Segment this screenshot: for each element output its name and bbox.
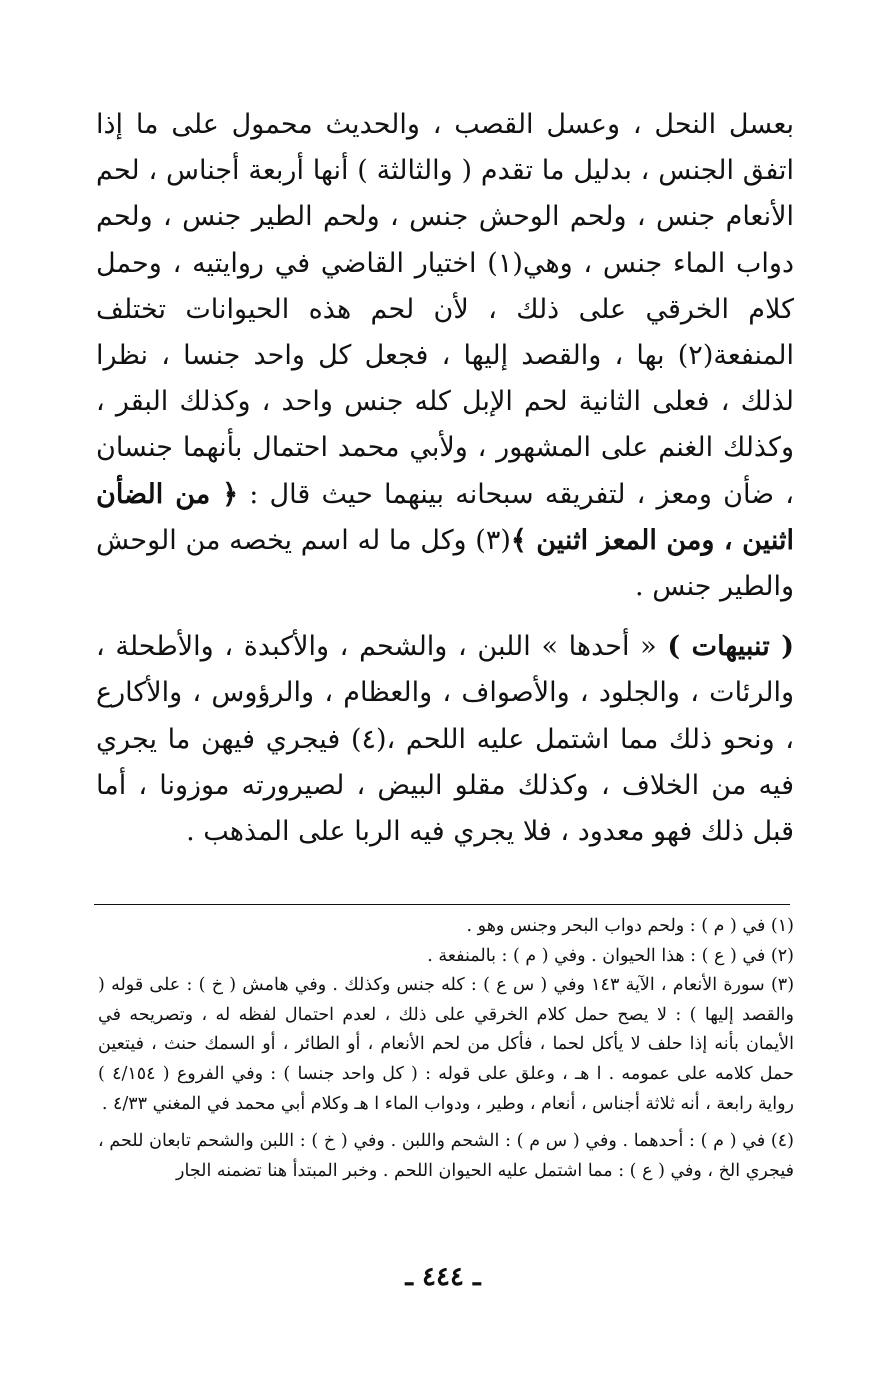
paragraph-1-end: (٣) وكل ما له اسم يخصه من الوحش والطير جنس . <box>96 524 794 603</box>
footnotes <box>98 912 794 1186</box>
notes-heading: ( تنبيهات ) <box>667 631 794 663</box>
footnote-3: (٣) سورة الأنعام ، الآية ١٤٣ وفي ( س ع ) : كله جنس وكذلك . وفي هامش ( خ ) : على قوله ( والقصد إليها ) : لا يصح حمل كلام الخرقي على ذلك ، لعدم احتمال لفظه له ، وتصريحه في الأيمان بأنه إذا حلف لا يأكل لحما ، فأكل من لحم الأنعام ، أو الطائر ، أو السمك حنث ، فيتعين حمل كلامه على عمومه . ا هـ ، وعلق على قوله : ( كل واحد جنسا ) : وفي الفروع ( ٤/١٥٤ ) رواية رابعة ، أنه ثلاثة أجناس ، أنعام ، وطير ، ودواب الماء ا هـ وكلام أبي محمد في المغني ٤/٣٣ . <box>98 975 795 1114</box>
footnote-2: (٢) في ( ع ) : هذا الحيوان . وفي ( م ) : بالمنفعة . <box>427 945 794 966</box>
paragraph-2 <box>96 624 794 855</box>
paragraph-1-text: بعسل النحل ، وعسل القصب ، والحديث محمول على ما إذا اتفق الجنس ، بدليل ما تقدم ( والثالثة ) أنها أربعة أجناس ، لحم الأنعام جنس ، ولحم الوحش جنس ، ولحم الطير جنس ، ولحم دواب الماء جنس ، وهي(١) اختيار القاضي في روايتيه ، وحمل كلام الخرقي على ذلك ، لأن لحم هذه الحيوانات تختلف المنفعة(٢) بها ، والقصد إليها ، فجعل كل واحد جنسا ، نظرا لذلك ، فعلى الثانية لحم الإبل كله جنس واحد ، وكذلك البقر ، وكذلك الغنم على المشهور ، ولأبي محمد احتمال بأنهما جنسان ، ضأن ومعز ، لتفريقه سبحانه بينهما حيث قال : <box>96 109 794 510</box>
footnote-separator <box>94 904 790 905</box>
footnote-1: (١) في ( م ) : ولحم دواب البحر وجنس وهو . <box>466 916 794 936</box>
paragraph-2-text: « أحدها » اللبن ، والشحم ، والأكبدة ، والأطحلة ، والرئات ، والجلود ، والأصواف ، والعظام ، والرؤوس ، والأكارع ، ونحو ذلك مما اشتمل عليه اللحم ،(٤) فيجري فيهن ما يجري فيه من الخلاف ، وكذلك مقلو البيض ، لصيرورته موزونا ، أما قبل ذلك فهو معدود ، فلا يجري فيه الربا على المذهب . <box>96 631 795 848</box>
footnote-4: (٤) في ( م ) : أحدهما . وفي ( س م ) : الشحم واللبن . وفي ( خ ) : اللبن والشحم تابعان للحم ، فيجري الخ ، وفي ( ع ) : مما اشتمل عليه الحيوان اللحم . وخبر المبتدأ هنا تضمنه الجار <box>98 1131 794 1181</box>
quran-quote: ﴿ من الضأن اثنين ، ومن المعز اثنين ﴾ <box>96 478 795 556</box>
paragraph-1 <box>96 102 794 610</box>
page-number: ـ ٤٤٤ ـ <box>405 1262 481 1292</box>
main-text <box>96 102 794 855</box>
